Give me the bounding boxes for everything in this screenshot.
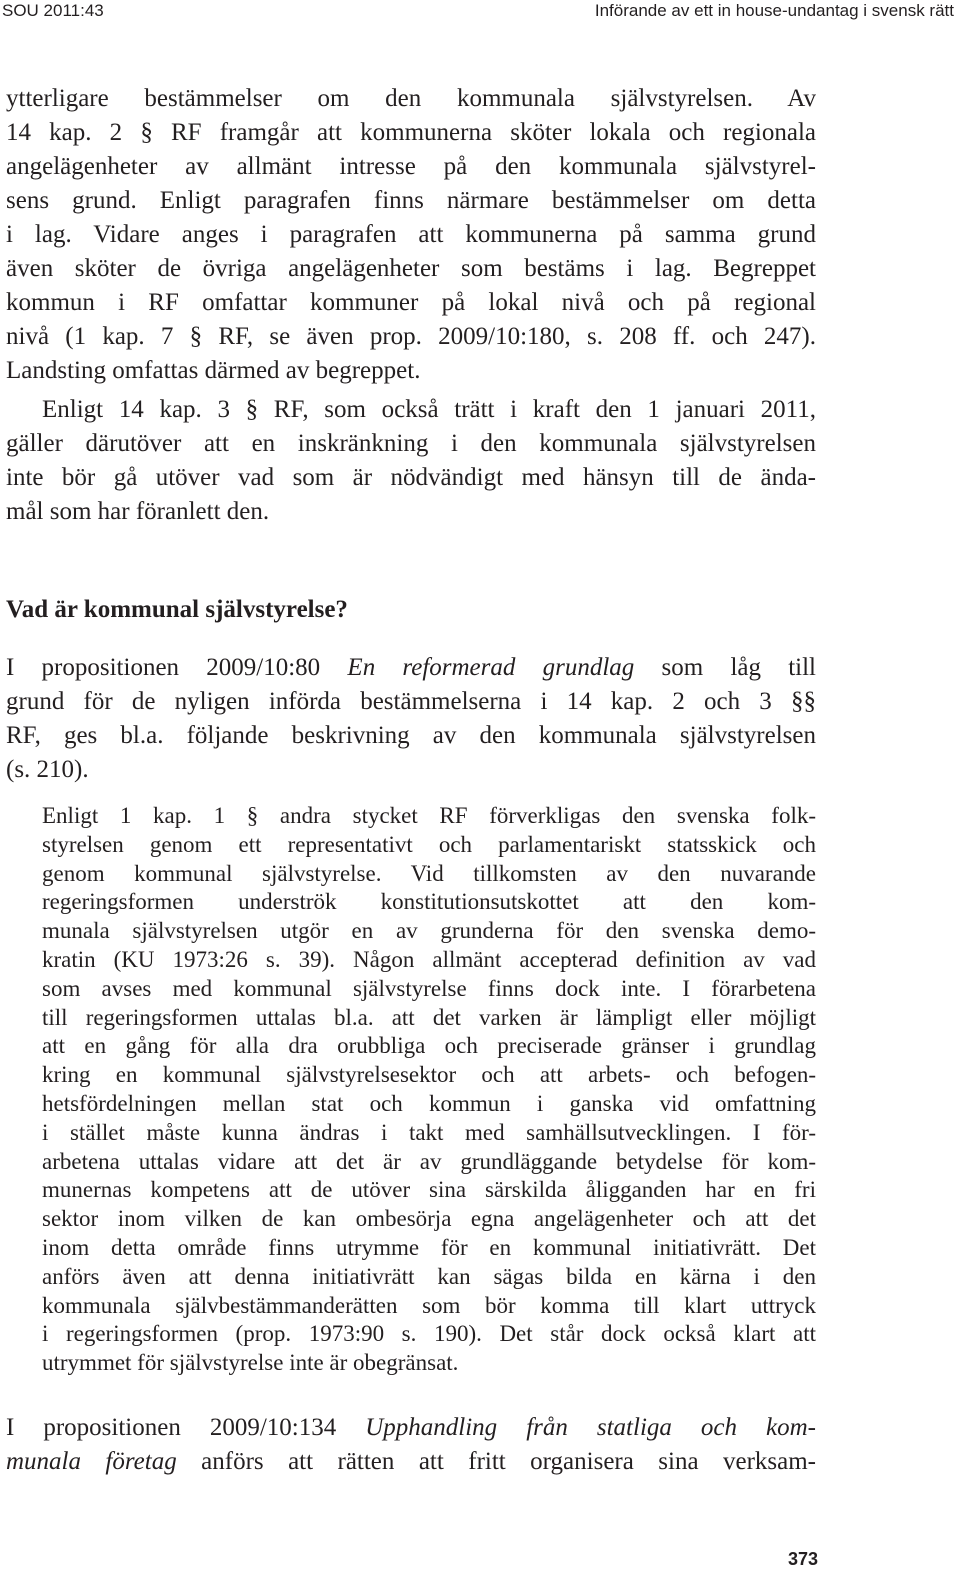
- quote-line: kommunala självbestämmanderätten som bör komma till klart uttryck: [42, 1292, 816, 1318]
- text-fragment: som låg till: [634, 654, 816, 681]
- text-line: gäller därutöver att en inskränkning i den kommunala självstyrelsen: [6, 430, 816, 457]
- block-quote: [42, 802, 816, 1378]
- text-line: Enligt 14 kap. 3 § RF, som också trätt i kraft den 1 januari 2011,: [42, 396, 816, 423]
- text-line: kommun i RF omfattar kommuner på lokal nivå och på regional: [6, 289, 816, 316]
- quote-line: utrymmet för självstyrelse inte är obegränsat.: [42, 1350, 459, 1376]
- text-line: RF, ges bl.a. följande beskrivning av den kommunala självstyrelsen: [6, 722, 816, 749]
- text-fragment: I propositionen 2009/10:134: [6, 1414, 366, 1441]
- quote-line: munernas kompetens att de utöver sina särskilda åligganden har en fri: [42, 1177, 816, 1203]
- quote-line: regeringsformen underströk konstitutionsutskottet att den kom-: [42, 889, 816, 915]
- text-fragment: I propositionen 2009/10:80: [6, 654, 348, 681]
- text-line: grund för de nyligen införda bestämmelserna i 14 kap. 2 och 3 §§: [6, 688, 816, 715]
- text-line: mål som har föranlett den.: [6, 498, 270, 525]
- text-line: [6, 651, 816, 685]
- text-line: 14 kap. 2 § RF framgår att kommunerna sköter lokala och regionala: [6, 119, 816, 146]
- quote-line: till regeringsformen uttalas bl.a. att det varken är lämpligt eller möjligt: [42, 1004, 816, 1030]
- paragraph-1: [6, 82, 816, 388]
- cited-title: munala företag: [6, 1448, 177, 1475]
- quote-line: i stället måste kunna ändras i takt med samhällsutvecklingen. I för-: [42, 1119, 816, 1145]
- paragraph-4: [6, 1411, 816, 1479]
- quote-line: inom detta område finns utrymme för en kommunal initiativrätt. Det: [42, 1234, 816, 1260]
- section-heading: Vad är kommunal självstyrelse?: [6, 596, 348, 623]
- paragraph-3: [6, 651, 816, 787]
- text-fragment: anförs att rätten att fritt organisera sina verksam-: [176, 1448, 816, 1475]
- text-line: sens grund. Enligt paragrafen finns närmare bestämmelser om detta: [6, 187, 816, 214]
- quote-line: sektor inom vilken de kan ombesörja egna angelägenheter och att det: [42, 1206, 816, 1232]
- quote-line: genom kommunal självstyrelse. Vid tillkomsten av den nuvarande: [42, 860, 816, 886]
- quote-line: som avses med kommunal självstyrelse finns dock inte. I förarbetena: [42, 975, 816, 1001]
- quote-line: arbetena uttalas vidare att det är av grundläggande betydelse för kom-: [42, 1148, 816, 1174]
- cited-title: Upphandling från statliga och kom-: [365, 1414, 816, 1441]
- text-line: angelägenheter av allmänt intresse på den kommunala självstyrel-: [6, 153, 816, 180]
- text-line: Landsting omfattas därmed av begreppet.: [6, 357, 421, 384]
- document-reference: SOU 2011:43: [2, 1, 104, 20]
- text-line: nivå (1 kap. 7 § RF, se även prop. 2009/10:180, s. 208 ff. och 247).: [6, 323, 816, 350]
- text-line: [6, 1411, 816, 1445]
- quote-line: kring en kommunal självstyrelsesektor och att arbets- och befogen-: [42, 1062, 816, 1088]
- page-number: 373: [787, 1549, 818, 1569]
- quote-line: hetsfördelningen mellan stat och kommun i ganska vid omfattning: [42, 1090, 816, 1116]
- quote-line: i regeringsformen (prop. 1973:90 s. 190). Det står dock också klart att: [42, 1321, 816, 1347]
- quote-line: munala självstyrelsen utgör en av grunderna för den svenska demo-: [42, 918, 816, 944]
- quote-line: att en gång för alla dra orubbliga och preciserade gränser i grundlag: [42, 1033, 816, 1059]
- text-line: ytterligare bestämmelser om den kommunala självstyrelsen. Av: [6, 85, 816, 112]
- text-line: [6, 1445, 816, 1479]
- text-line: i lag. Vidare anges i paragrafen att kommunerna på samma grund: [6, 221, 816, 248]
- quote-line: kratin (KU 1973:26 s. 39). Någon allmänt accepterad definition av vad: [42, 946, 816, 972]
- cited-title: En reformerad grundlag: [347, 654, 635, 681]
- quote-line: Enligt 1 kap. 1 § andra stycket RF förverkligas den svenska folk-: [42, 803, 816, 828]
- text-line: (s. 210).: [6, 756, 89, 783]
- quote-line: anförs även att denna initiativrätt kan sägas bilda en kärna i den: [42, 1263, 816, 1289]
- paragraph-2: [6, 393, 816, 529]
- text-line: inte bör gå utöver vad som är nödvändigt med hänsyn till de ända-: [6, 464, 816, 491]
- text-line: även sköter de övriga angelägenheter som bestäms i lag. Begreppet: [6, 255, 816, 282]
- quote-line: styrelsen genom ett representativt och parlamentariskt statsskick och: [42, 831, 816, 857]
- chapter-title: Införande av ett in house-undantag i svensk rätt: [594, 1, 954, 20]
- running-header: [2, 0, 954, 24]
